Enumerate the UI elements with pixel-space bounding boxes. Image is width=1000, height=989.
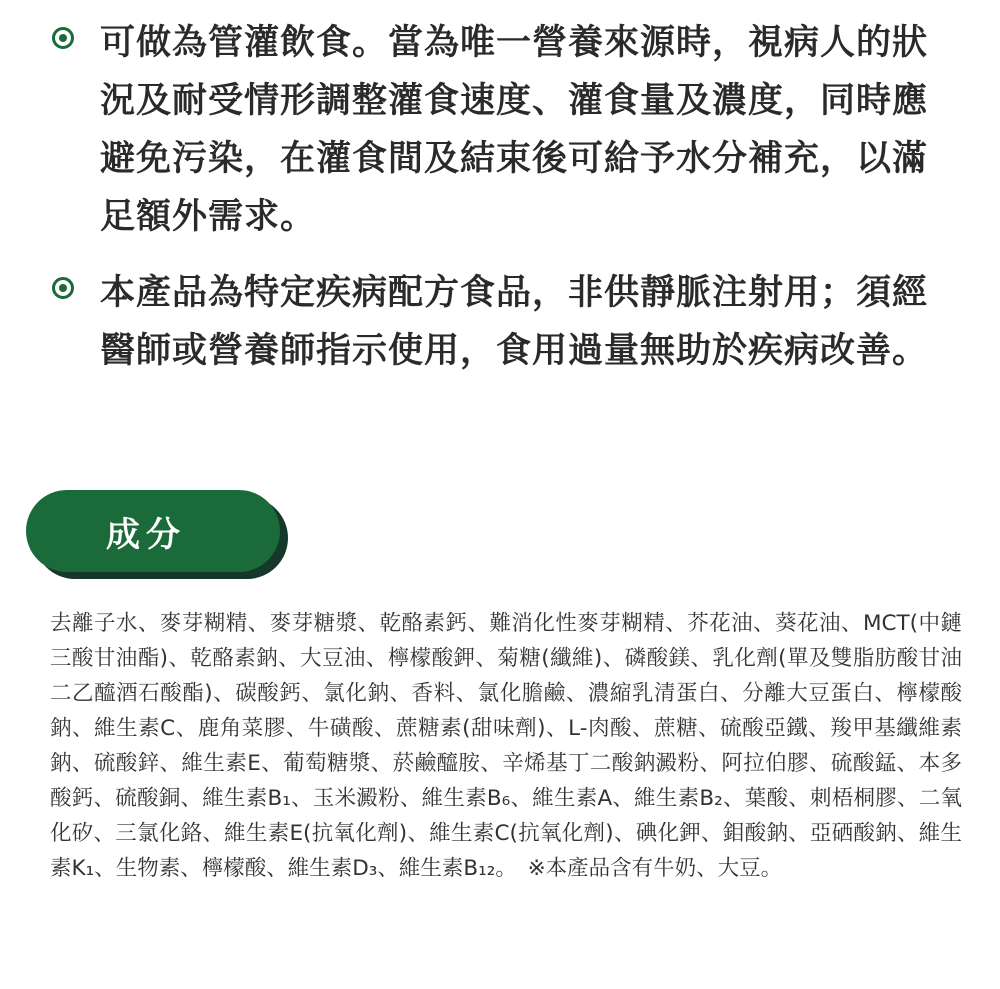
heading-badge-pill bbox=[26, 490, 280, 572]
ingredients-heading-badge bbox=[26, 490, 288, 580]
usage-note-text: 可做為管灌飲食。當為唯一營養來源時，視病人的狀況及耐受情形調整灌食速度、灌食量及濃度，同時應避免污染，在灌食間及結束後可給予水分補充，以滿足額外需求。 bbox=[100, 23, 929, 237]
usage-note-bullet bbox=[52, 14, 952, 246]
bullet-circle-icon bbox=[52, 277, 74, 299]
warning-note-bullet bbox=[52, 264, 952, 380]
warning-note-text: 本產品為特定疾病配方食品，非供靜脈注射用；須經醫師或營養師指示使用，食用過量無助於疾病改善。 bbox=[100, 273, 929, 371]
ingredients-list: 去離子水、麥芽糊精、麥芽糖漿、乾酪素鈣、難消化性麥芽糊精、芥花油、葵花油、MCT(中鏈三酸甘油酯)、乾酪素鈉、大豆油、檸檬酸鉀、菊糖(纖維)、磷酸鎂、乳化劑(單及雙脂肪酸甘油二乙醯酒石酸酯)、碳酸鈣、氯化鈉、香料、氯化膽鹼、濃縮乳清蛋白、分離大豆蛋白、檸檬酸鈉、維生素C、鹿角菜膠、牛磺酸、蔗糖素(甜味劑)、L-肉酸、蔗糖、硫酸亞鐵、羧甲基纖維素鈉、硫酸鋅、維生素E、葡萄糖漿、菸鹼醯胺、辛烯基丁二酸鈉澱粉、阿拉伯膠、硫酸錳、本多酸鈣、硫酸銅、維生素B₁、玉米澱粉、維生素B₆、維生素A、維生素B₂、葉酸、刺梧桐膠、二氧化矽、三氯化鉻、維生素E(抗氧化劑)、維生素C(抗氧化劑)、碘化鉀、鉬酸鈉、亞硒酸鈉、維生素K₁、生物素、檸檬酸、維生素D₃、維生素B₁₂。 ※本產品含有牛奶、大豆。 bbox=[50, 611, 962, 881]
bullet-circle-icon bbox=[52, 27, 74, 49]
ingredients-heading: 成分 bbox=[106, 514, 186, 555]
